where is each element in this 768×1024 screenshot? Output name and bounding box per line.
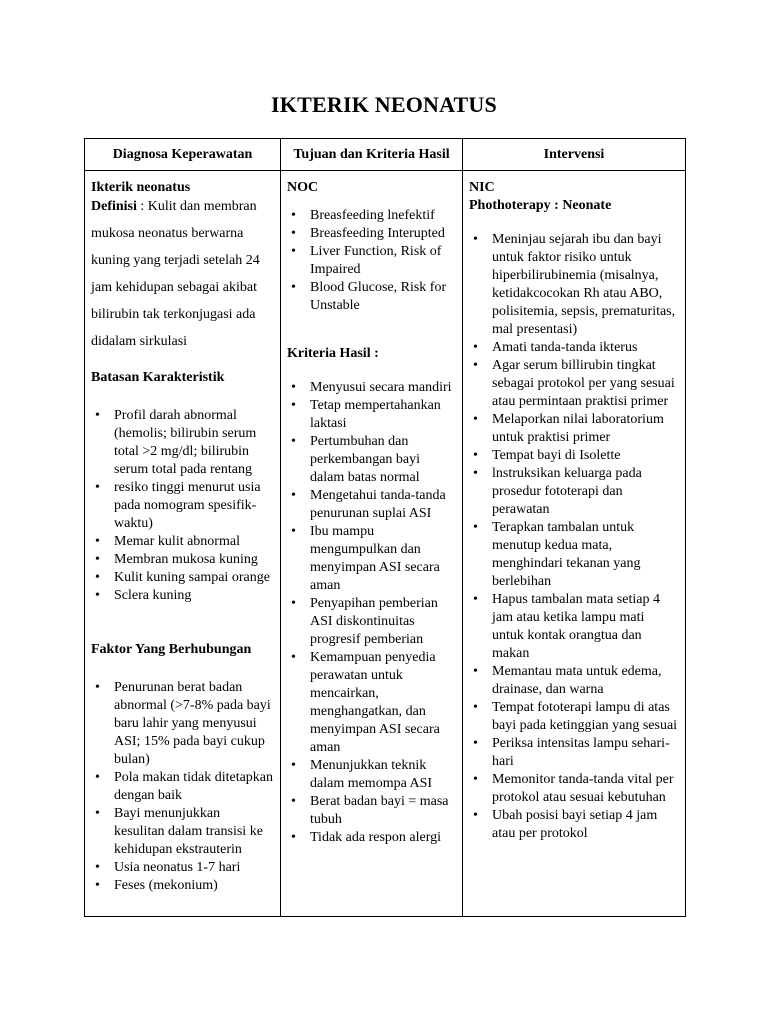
list-item: • Memonitor tanda-tanda vital per protokol atau sesuai kebutuhan	[469, 771, 679, 807]
list-item: • Sclera kuning	[91, 587, 274, 605]
list-item: • Kulit kuning sampai orange	[91, 569, 274, 587]
list-item: • Kemampuan penyedia perawatan untuk mencairkan, menghangatkan, dan menyimpan ASI secara aman	[287, 649, 456, 757]
list-item: • Ibu mampu mengumpulkan dan menyimpan ASI secara aman	[287, 523, 456, 595]
nic-title: NIC	[469, 180, 495, 195]
list-item: • Pola makan tidak ditetapkan dengan baik	[91, 769, 274, 805]
header-tujuan: Tujuan dan Kriteria Hasil	[281, 139, 463, 171]
list-item: • Melaporkan nilai laboratorium untuk praktisi primer	[469, 411, 679, 447]
list-item: • Hapus tambalan mata setiap 4 jam atau ketika lampu mati untuk kontak orangtua dan makan	[469, 591, 679, 663]
noc-list	[287, 207, 456, 315]
list-item: • lnstruksikan keluarga pada prosedur fototerapi dan perawatan	[469, 465, 679, 519]
list-item: • Amati tanda-tanda ikterus	[469, 339, 679, 357]
list-item: • Mengetahui tanda-tanda penurunan suplai ASI	[287, 487, 456, 523]
list-item: • Penurunan berat badan abnormal (>7-8% pada bayi baru lahir yang menyusui ASI; 15% pada bayi cukup bulan)	[91, 679, 274, 769]
batasan-list	[91, 407, 274, 605]
list-item: • Memar kulit abnormal	[91, 533, 274, 551]
faktor-list	[91, 679, 274, 895]
diagnosa-cell	[85, 171, 281, 917]
intervensi-list	[469, 231, 679, 843]
noc-title: NOC	[287, 180, 319, 195]
list-item: • Tidak ada respon alergi	[287, 829, 456, 847]
list-item: • Liver Function, Risk of Impaired	[287, 243, 456, 279]
definisi	[91, 193, 274, 355]
list-item: • resiko tinggi menurut usia pada nomogram spesifik-waktu)	[91, 479, 274, 533]
list-item: • Profil darah abnormal (hemolis; bilirubin serum total >2 mg/dl; bilirubin serum total pada rentang	[91, 407, 274, 479]
list-item: • Tempat bayi di Isolette	[469, 447, 679, 465]
faktor-title: Faktor Yang Berhubungan	[91, 642, 252, 657]
list-item: • Periksa intensitas lampu sehari-hari	[469, 735, 679, 771]
list-item: • Breasfeeding Interupted	[287, 225, 456, 243]
list-item: • Ubah posisi bayi setiap 4 jam atau per protokol	[469, 807, 679, 843]
list-item: • Menunjukkan teknik dalam memompa ASI	[287, 757, 456, 793]
list-item: • Tetap mempertahankan laktasi	[287, 397, 456, 433]
header-row	[85, 139, 686, 171]
definisi-text: : Kulit dan membran mukosa neonatus berwarna kuning yang terjadi setelah 24 jam kehidupan sebagai akibat bilirubin tak terkonjugasi ada didalam sirkulasi	[91, 199, 260, 349]
content-row	[85, 171, 686, 917]
list-item: • Tempat fototerapi lampu di atas bayi pada ketinggian yang sesuai	[469, 699, 679, 735]
list-item: • Pertumbuhan dan perkembangan bayi dalam batas normal	[287, 433, 456, 487]
diagnosa-name: Ikterik neonatus	[91, 180, 191, 195]
list-item: • Bayi menunjukkan kesulitan dalam transisi ke kehidupan ekstrauterin	[91, 805, 274, 859]
page-title: IKTERIK NEONATUS	[271, 92, 497, 117]
list-item: • Agar serum billirubin tingkat sebagai protokol per yang sesuai atau permintaan praktisi primer	[469, 357, 679, 411]
definisi-label: Definisi	[91, 199, 137, 214]
list-item: • Meninjau sejarah ibu dan bayi untuk faktor risiko untuk hiperbilirubinemia (misalnya, ketidakcocokan Rh atau ABO, polisitemia, sepsis, prematuritas, mal presentasi)	[469, 231, 679, 339]
header-diagnosa: Diagnosa Keperawatan	[85, 139, 281, 171]
kriteria-list	[287, 379, 456, 847]
list-item: • Blood Glucose, Risk for Unstable	[287, 279, 456, 315]
tujuan-cell	[281, 171, 463, 917]
kriteria-title: Kriteria Hasil :	[287, 346, 379, 361]
list-item: • Memantau mata untuk edema, drainase, dan warna	[469, 663, 679, 699]
intervensi-cell	[463, 171, 686, 917]
list-item: • Membran mukosa kuning	[91, 551, 274, 569]
header-intervensi: Intervensi	[463, 139, 686, 171]
list-item: • Penyapihan pemberian ASI diskontinuitas progresif pemberian	[287, 595, 456, 649]
list-item: • Terapkan tambalan untuk menutup kedua mata, menghindari tekanan yang berlebihan	[469, 519, 679, 591]
nic-subtitle: Phothoterapy : Neonate	[469, 198, 612, 213]
care-plan-table	[84, 138, 686, 917]
list-item: • Feses (mekonium)	[91, 877, 274, 895]
list-item: • Menyusui secara mandiri	[287, 379, 456, 397]
batasan-title: Batasan Karakteristik	[91, 370, 225, 385]
list-item: • Usia neonatus 1-7 hari	[91, 859, 274, 877]
list-item: • Berat badan bayi = masa tubuh	[287, 793, 456, 829]
list-item: • Breasfeeding lnefektif	[287, 207, 456, 225]
